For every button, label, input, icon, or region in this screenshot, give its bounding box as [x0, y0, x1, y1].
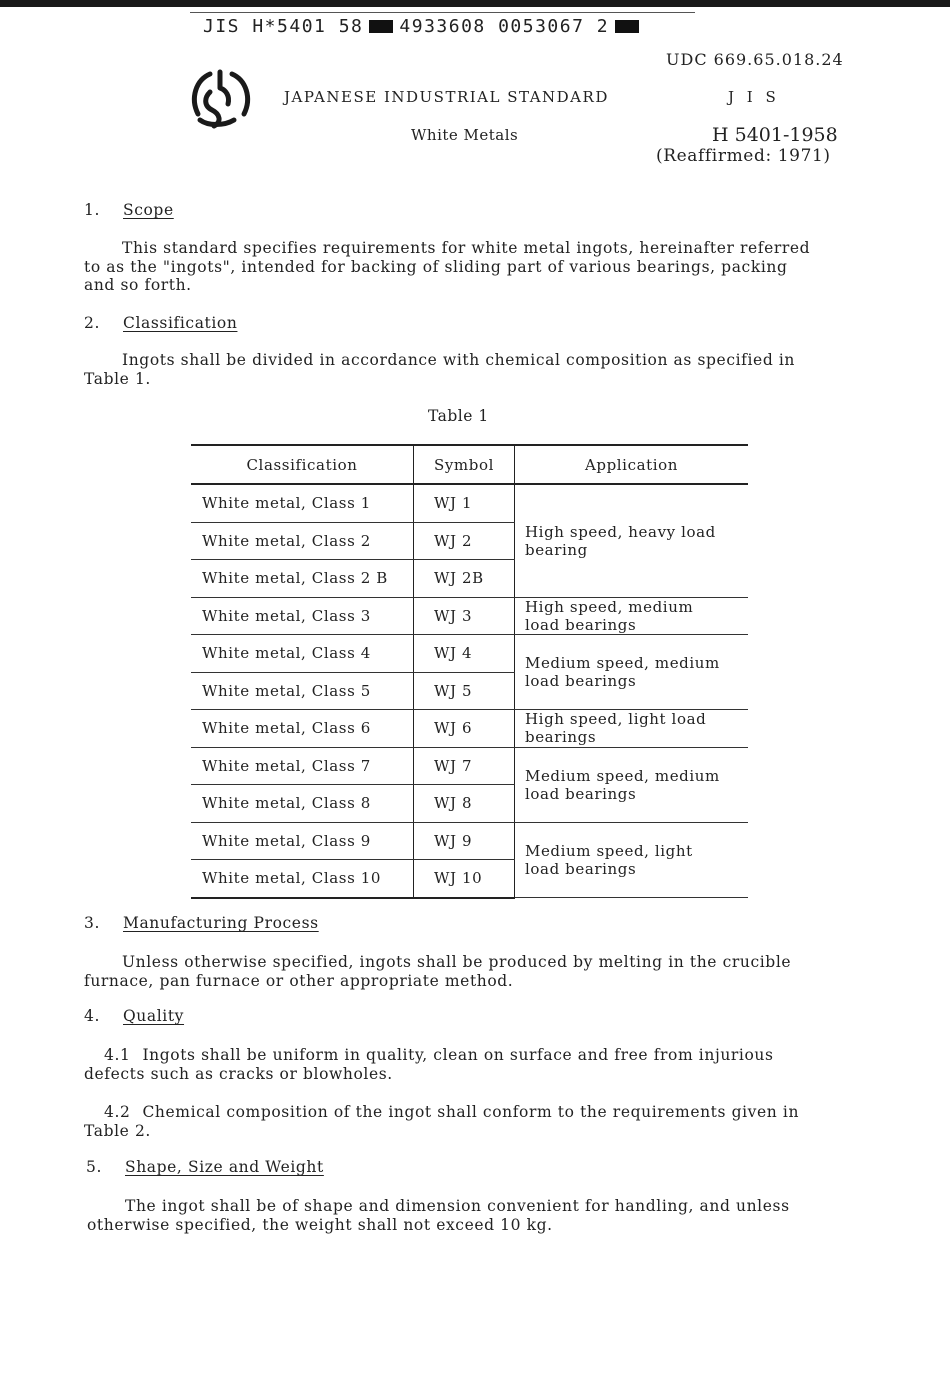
standard-number: H 5401-1958 — [712, 124, 838, 146]
jis-logo-icon — [186, 62, 256, 132]
table-row — [191, 710, 748, 748]
section-number: 4. — [84, 1007, 100, 1025]
manufacturing-paragraph — [84, 953, 791, 990]
classification-cell: White metal, Class 2 B — [191, 560, 414, 598]
redaction-block — [615, 20, 639, 33]
application-cell: High speed, light load bearings — [515, 710, 749, 748]
paragraph-line: defects such as cracks or blowholes. — [84, 1064, 393, 1083]
classification-cell: White metal, Class 1 — [191, 484, 414, 522]
section-title: Classification — [123, 314, 238, 332]
symbol-cell: WJ 3 — [414, 597, 515, 635]
section-number: 1. — [84, 201, 100, 219]
table-header-symbol: Symbol — [414, 445, 515, 484]
top-scan-bar — [0, 0, 950, 7]
jis-label: J I S — [728, 88, 780, 106]
paragraph-line: The ingot shall be of shape and dimension convenient for handling, and unless — [125, 1197, 790, 1215]
paragraph-line: Ingots shall be uniform in quality, clean on surface and free from injurious — [142, 1046, 774, 1064]
section-heading-quality — [84, 1007, 184, 1025]
section-title: Quality — [123, 1007, 185, 1025]
document-code-prefix: JIS H*5401 58 — [203, 16, 364, 37]
redaction-block — [369, 20, 393, 33]
classification-table — [191, 444, 748, 899]
udc-number: UDC 669.65.018.24 — [666, 50, 844, 69]
paragraph-line: Ingots shall be divided in accordance with chemical composition as specified in — [122, 351, 796, 369]
application-cell: Medium speed, light load bearings — [515, 822, 749, 898]
table-header-application: Application — [515, 445, 749, 484]
classification-cell: White metal, Class 7 — [191, 747, 414, 785]
symbol-cell: WJ 1 — [414, 484, 515, 522]
classification-cell: White metal, Class 6 — [191, 710, 414, 748]
standard-organization-title: JAPANESE INDUSTRIAL STANDARD — [284, 88, 609, 106]
section-number: 5. — [86, 1158, 102, 1176]
section-title: Scope — [123, 201, 174, 219]
table-header-classification: Classification — [191, 445, 414, 484]
paragraph-line: furnace, pan furnace or other appropriate method. — [84, 971, 514, 990]
paragraph-line: Table 1. — [84, 369, 151, 388]
symbol-cell: WJ 2 — [414, 522, 515, 560]
section-heading-manufacturing — [84, 914, 319, 932]
document-subject: White Metals — [411, 126, 519, 144]
application-cell: High speed, medium load bearings — [515, 597, 749, 635]
paragraph-line: otherwise specified, the weight shall not exceed 10 kg. — [87, 1215, 553, 1234]
reaffirmed-date: (Reaffirmed: 1971) — [656, 146, 831, 166]
table-caption: Table 1 — [428, 407, 489, 425]
quality-paragraph-1 — [84, 1046, 774, 1083]
table-row — [191, 635, 748, 673]
symbol-cell: WJ 2B — [414, 560, 515, 598]
section-heading-shape — [86, 1158, 324, 1176]
section-heading-classification — [84, 314, 237, 332]
paragraph-line: Table 2. — [84, 1121, 151, 1140]
paragraph-line: Chemical composition of the ingot shall conform to the requirements given in — [142, 1103, 800, 1121]
classification-cell: White metal, Class 8 — [191, 785, 414, 823]
table-row — [191, 597, 748, 635]
table-row — [191, 822, 748, 860]
classification-cell: White metal, Class 3 — [191, 597, 414, 635]
paragraph-line: and so forth. — [84, 276, 192, 294]
classification-cell: White metal, Class 2 — [191, 522, 414, 560]
scope-paragraph — [84, 239, 810, 295]
application-cell: High speed, heavy load bearing — [515, 484, 749, 597]
classification-cell: White metal, Class 10 — [191, 860, 414, 898]
classification-cell: White metal, Class 5 — [191, 672, 414, 710]
application-cell: Medium speed, medium load bearings — [515, 635, 749, 710]
symbol-cell: WJ 8 — [414, 785, 515, 823]
section-title: Manufacturing Process — [123, 914, 319, 932]
classification-cell: White metal, Class 9 — [191, 822, 414, 860]
quality-paragraph-2 — [84, 1103, 799, 1140]
classification-paragraph — [84, 351, 795, 388]
section-number: 3. — [84, 914, 100, 932]
symbol-cell: WJ 10 — [414, 860, 515, 898]
clause-number: 4.1 — [104, 1046, 131, 1064]
document-code-number: 4933608 0053067 2 — [399, 16, 610, 37]
paragraph-line: Unless otherwise specified, ingots shall be produced by melting in the crucible — [122, 953, 792, 971]
application-cell: Medium speed, medium load bearings — [515, 747, 749, 822]
header-rule — [190, 12, 695, 13]
document-code-line — [203, 16, 645, 37]
symbol-cell: WJ 9 — [414, 822, 515, 860]
symbol-cell: WJ 5 — [414, 672, 515, 710]
symbol-cell: WJ 7 — [414, 747, 515, 785]
section-heading-scope — [84, 201, 174, 219]
symbol-cell: WJ 4 — [414, 635, 515, 673]
section-title: Shape, Size and Weight — [125, 1158, 324, 1176]
shape-paragraph — [87, 1197, 790, 1234]
clause-number: 4.2 — [104, 1103, 131, 1121]
paragraph-line: This standard specifies requirements for white metal ingots, hereinafter referred — [122, 239, 811, 257]
classification-cell: White metal, Class 4 — [191, 635, 414, 673]
section-number: 2. — [84, 314, 100, 332]
table-row — [191, 747, 748, 785]
table-row — [191, 484, 748, 522]
paragraph-line: to as the "ingots", intended for backing of sliding part of various bearings, packing — [84, 257, 788, 276]
symbol-cell: WJ 6 — [414, 710, 515, 748]
